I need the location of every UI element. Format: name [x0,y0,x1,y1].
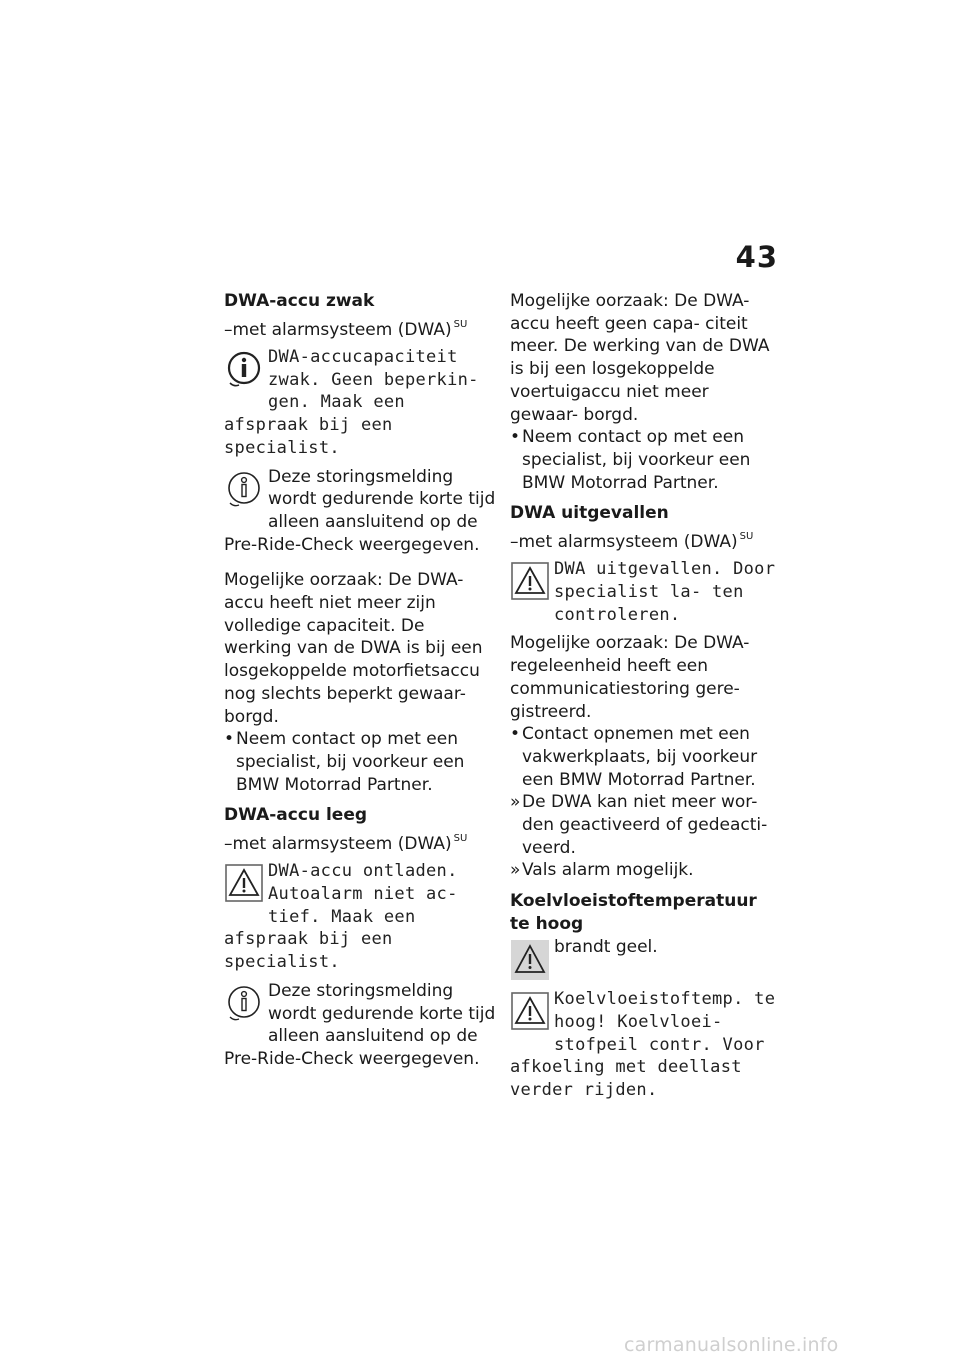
cause-text: Mogelijke oorzaak: De DWA-accu heeft niet meer zijn volledige capaciteit. De werking van de DWA is bij een losgekoppelde motorfietsaccu nog slechts beperkt gewaar- borgd. [224,570,483,727]
warning-triangle-icon [510,562,550,604]
left-column [224,290,496,1076]
list-item [510,859,782,882]
display-message: DWA-accu ontladen. Autoalarm niet ac- tief. Maak een afspraak bij een specialist. [224,861,458,973]
display-message-block [224,860,496,974]
watermark: carmanualsonline.info [624,1334,839,1356]
action-list [510,426,782,494]
display-message-block [510,988,782,1102]
hint-icon [224,470,264,512]
action-text: Neem contact op met een specialist, bij voorkeur een BMW Motorrad Partner. [522,427,751,493]
sup-label: SU [739,531,754,543]
hint-text: Deze storingsmelding wordt gedurende korte tijd alleen aansluitend op de Pre-Ride-Check weergegeven. [224,980,496,1069]
section-title-koelvloeistof: Koelvloeistoftemperatuur te hoog [510,891,757,935]
display-message-block [224,346,496,460]
result-text: De DWA kan niet meer wor- den geactiveerd of gedeacti- veerd. [522,792,768,858]
sup-label: SU [453,833,468,845]
bullet-marker: • [510,427,521,448]
action-text: Contact opnemen met een vakwerkplaats, bij voorkeur een BMW Motorrad Partner. [522,724,758,790]
action-text: Neem contact op met een specialist, bij voorkeur een BMW Motorrad Partner. [236,729,465,795]
hint-block [224,980,496,1071]
cause-text: Mogelijke oorzaak: De DWA-accu heeft geen capa- citeit meer. De werking van de DWA is bij een losgekoppelde voertuigaccu niet meer gewaar- borgd. [510,291,770,425]
warning-lamp-block [510,936,782,959]
section-subtitle [510,525,782,554]
hint-text: Deze storingsmelding wordt gedurende korte tijd alleen aansluitend op de Pre-Ride-Check weergegeven. [224,466,496,555]
page-number: 43 [735,240,778,274]
subtitle-text: –met alarmsysteem (DWA) [224,834,452,855]
list-item [510,791,782,859]
result-text: Vals alarm mogelijk. [522,860,694,881]
info-icon [224,350,264,392]
display-message: DWA uitgevallen. Door specialist la- ten controleren. [554,559,776,625]
section-title-dwa-accu-leeg: DWA-accu leeg [224,805,368,826]
display-message: Koelvloeistoftemp. te hoog! Koelvloei- stofpeil contr. Voor afkoeling met deellast verder rijden. [510,989,776,1100]
hint-block [224,466,496,557]
warning-triangle-filled-icon [510,940,550,982]
lamp-text: brandt geel. [554,937,658,958]
display-message: DWA-accucapaciteit zwak. Geen beperkin- gen. Maak een afspraak bij een specialist. [224,347,479,458]
action-list [510,723,782,882]
result-marker: » [510,792,521,813]
section-subtitle [224,827,496,856]
list-item [510,723,782,791]
bullet-marker: • [224,729,235,750]
section-title-dwa-accu-zwak: DWA-accu zwak [224,291,375,311]
right-column [510,290,782,1108]
bullet-marker: • [510,724,521,745]
action-list [224,728,496,796]
result-marker: » [510,860,521,881]
display-message-block [510,558,782,626]
section-subtitle [224,313,496,342]
cause-text: Mogelijke oorzaak: De DWA-regeleenheid heeft een communicatiestoring gere- gistreerd. [510,633,750,722]
subtitle-text: –met alarmsysteem (DWA) [510,532,738,553]
list-item [224,728,496,796]
section-title-dwa-uitgevallen: DWA uitgevallen [510,503,669,524]
warning-triangle-icon [510,992,550,1034]
sup-label: SU [453,319,468,330]
warning-triangle-icon [224,864,264,906]
hint-icon [224,984,264,1026]
subtitle-text: –met alarmsysteem (DWA) [224,320,452,340]
list-item [510,426,782,494]
